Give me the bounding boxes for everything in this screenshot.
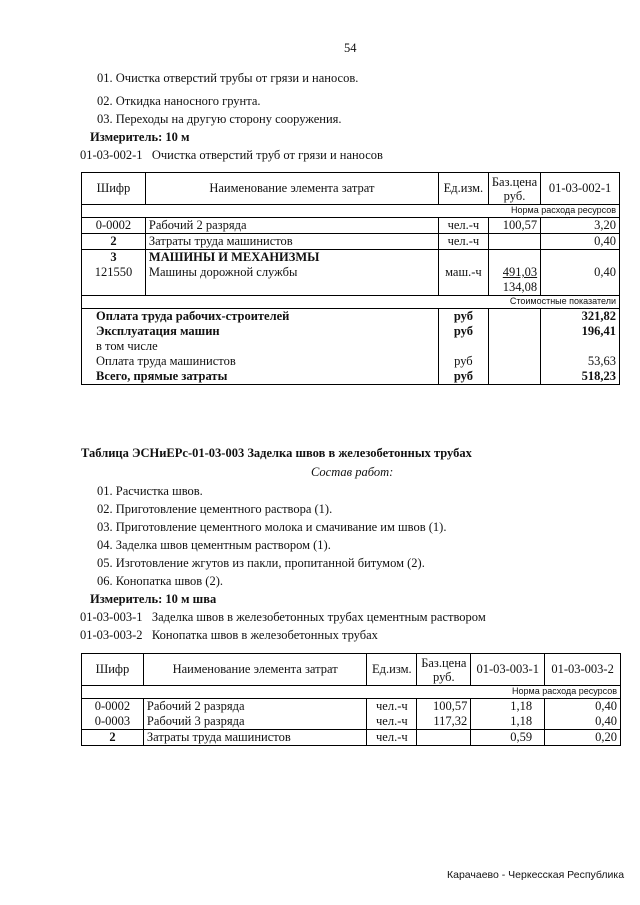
cell-name: Затраты труда машинистов <box>145 234 438 250</box>
cell-name: МАШИНЫ И МЕХАНИЗМЫ <box>145 250 438 266</box>
page-number: 54 <box>344 41 357 55</box>
col-header: Баз.цена руб. <box>417 654 471 686</box>
work-item: 03. Переходы на другую сторону сооружения. <box>97 112 342 126</box>
table-row <box>82 699 621 715</box>
table-row <box>82 730 621 746</box>
table-row <box>82 218 620 234</box>
cell-code: 2 <box>82 730 144 746</box>
table-row <box>82 250 620 266</box>
cell-name: Рабочий 2 разряда <box>145 218 438 234</box>
work-item: 03. Приготовление цементного молока и смачивание им швов (1). <box>97 520 447 534</box>
cost-row <box>82 324 620 339</box>
resource-table-1 <box>81 172 620 385</box>
cost-unit: руб <box>438 369 488 385</box>
cell-value: 0,59 <box>471 730 545 746</box>
cell-unit: чел.-ч <box>367 714 417 730</box>
cost-name: в том числе <box>82 339 439 354</box>
item-line: 01-03-002-1 Очистка отверстий труб от грязи и наносов <box>80 148 383 162</box>
col-header: Наименование элемента затрат <box>143 654 366 686</box>
cell-value: 0,20 <box>595 730 617 744</box>
resource-table-2 <box>81 653 621 746</box>
cell-value: 0,40 <box>595 699 617 713</box>
cell-code: 0-0002 <box>82 699 144 715</box>
cell-unit: чел.-ч <box>438 218 488 234</box>
cell-code: 121550 <box>82 265 146 296</box>
col-header: Шифр <box>82 173 146 205</box>
cost-name: Эксплуатация машин <box>82 324 439 339</box>
table-row <box>82 234 620 250</box>
cell-value: 0,40 <box>594 234 616 248</box>
col-header: Шифр <box>82 654 144 686</box>
footer-region: Карачаево - Черкесская Республика <box>447 869 625 881</box>
cell-code: 0-0002 <box>82 218 146 234</box>
cell-value: 0,40 <box>595 714 617 728</box>
cell-code: 2 <box>82 234 146 250</box>
cell-price: 100,57 <box>417 699 471 715</box>
cost-row <box>82 354 620 369</box>
cost-row <box>82 339 620 354</box>
work-item: 01. Расчистка швов. <box>97 484 203 498</box>
cell-unit: чел.-ч <box>367 730 417 746</box>
cost-value: 53,63 <box>587 354 616 368</box>
col-header: Ед.изм. <box>367 654 417 686</box>
cell-price <box>488 234 540 250</box>
cost-unit: руб <box>438 324 488 339</box>
cost-unit: руб <box>438 309 488 325</box>
cell-price: 117,32 <box>417 714 471 730</box>
work-item: 04. Заделка швов цементным раствором (1). <box>97 538 331 552</box>
cost-row <box>82 309 620 325</box>
cell-unit: маш.-ч <box>438 265 488 296</box>
cell-price: 100,57 <box>488 218 540 234</box>
norm-label: Норма расхода ресурсов <box>82 686 621 699</box>
table-title: Таблица ЭСНиЕРс-01-03-003 Заделка швов в железобетонных трубах <box>81 446 472 460</box>
col-header: Ед.изм. <box>438 173 488 205</box>
cell-code: 3 <box>82 250 146 266</box>
cell-value: 1,18 <box>471 714 545 730</box>
cell-value: 0,40 <box>594 265 616 279</box>
price-main: 491,03 <box>502 265 538 279</box>
meter-label: Измеритель: 10 м шва <box>90 592 217 606</box>
work-item: 05. Изготовление жгутов из пакли, пропитанной битумом (2). <box>97 556 425 570</box>
cell-code: 0-0003 <box>82 714 144 730</box>
cost-name: Оплата труда машинистов <box>82 354 439 369</box>
cell-unit: чел.-ч <box>367 699 417 715</box>
cell-name: Затраты труда машинистов <box>143 730 366 746</box>
table-row <box>82 265 620 296</box>
col-header: Баз.цена руб. <box>488 173 540 205</box>
cost-unit: руб <box>438 354 488 369</box>
item-line: 01-03-003-2 Конопатка швов в железобетонных трубах <box>80 628 378 642</box>
cell-unit: чел.-ч <box>438 234 488 250</box>
cell-value: 1,18 <box>471 699 545 715</box>
work-item: 06. Конопатка швов (2). <box>97 574 224 588</box>
cell-value: 3,20 <box>594 218 616 232</box>
item-line: 01-03-003-1 Заделка швов в железобетонных трубах цементным раствором <box>80 610 486 624</box>
work-item: 01. Очистка отверстий трубы от грязи и наносов. <box>97 71 359 85</box>
price-secondary: 134,08 <box>502 280 538 294</box>
cell-name: Машины дорожной службы <box>145 265 438 296</box>
cost-row <box>82 369 620 385</box>
cost-value: 196,41 <box>581 324 616 338</box>
cost-label: Стоимостные показатели <box>82 296 620 309</box>
col-header: 01-03-003-2 <box>545 654 621 686</box>
cost-value: 518,23 <box>581 369 616 383</box>
cell-name: Рабочий 2 разряда <box>143 699 366 715</box>
cost-name: Всего, прямые затраты <box>82 369 439 385</box>
col-header: 01-03-003-1 <box>471 654 545 686</box>
col-header: Наименование элемента затрат <box>145 173 438 205</box>
cell-price <box>488 265 540 296</box>
cell-name: Рабочий 3 разряда <box>143 714 366 730</box>
works-subtitle: Состав работ: <box>311 465 394 479</box>
table-row <box>82 714 621 730</box>
cell-price <box>417 730 471 746</box>
work-item: 02. Откидка наносного грунта. <box>97 94 261 108</box>
meter-label: Измеритель: 10 м <box>90 130 190 144</box>
cost-value: 321,82 <box>581 309 616 323</box>
col-header: 01-03-002-1 <box>541 173 620 205</box>
norm-label: Норма расхода ресурсов <box>82 205 620 218</box>
work-item: 02. Приготовление цементного раствора (1). <box>97 502 333 516</box>
cost-name: Оплата труда рабочих-строителей <box>82 309 439 325</box>
